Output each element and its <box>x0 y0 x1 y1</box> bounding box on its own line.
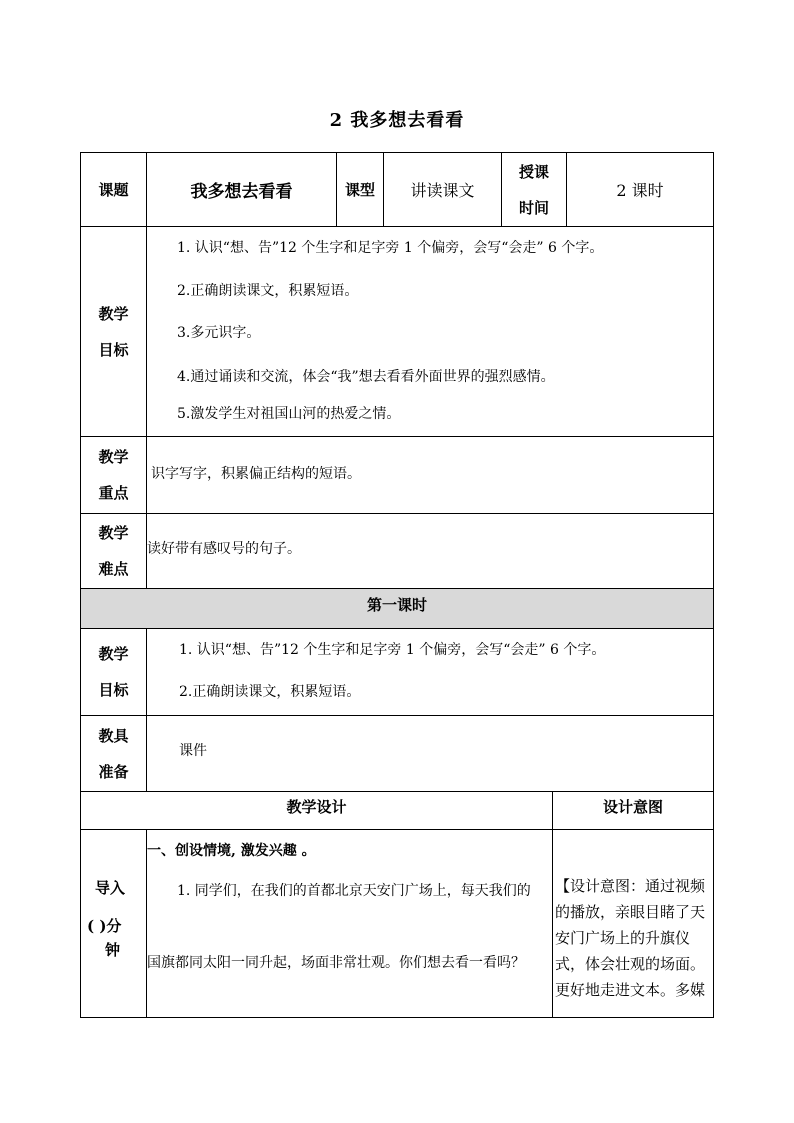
difficulties-content <box>146 513 714 589</box>
design-content <box>146 829 553 1018</box>
tools-value: 课件 <box>179 743 207 759</box>
time-label <box>501 152 567 227</box>
design-para-2: 国旗都同太阳一同升起，场面非常壮观。你们想去看一看吗？ <box>147 955 525 971</box>
goal-item-4: 4.通过诵读和交流，体会“我”想去看看外面世界的强烈感情。 <box>177 369 555 385</box>
section-title: 一、创设情境, 激发兴趣 。 <box>147 843 316 859</box>
intro-label-line3: 钟 <box>105 941 121 959</box>
goals-label-line2: 目标 <box>98 340 129 359</box>
intro-label <box>80 829 147 1018</box>
goals-label <box>80 226 147 437</box>
type-label: 课型 <box>336 152 384 227</box>
page-title: 2 我多想去看看 <box>329 110 465 131</box>
intro-label-line2: ( )分 <box>87 917 122 935</box>
lesson-goals-label-line2: 目标 <box>98 681 129 699</box>
tools-label-line1: 教具 <box>98 726 129 745</box>
lesson-goal-item-1: 1. 认识“想、告”12 个生字和足字旁 1 个偏旁，会写“会走” 6 个字。 <box>179 642 606 658</box>
difficulties-label-line2: 难点 <box>98 560 129 578</box>
time-label-line1: 授课 <box>518 162 549 181</box>
goals-label-line1: 教学 <box>98 304 129 323</box>
goal-item-5: 5.激发学生对祖国山河的热爱之情。 <box>177 406 401 422</box>
goal-item-1: 1. 认识“想、告”12 个生字和足字旁 1 个偏旁，会写“会走” 6 个字。 <box>177 240 604 256</box>
intent-content <box>552 829 714 1018</box>
goals-content <box>146 226 714 437</box>
lesson-goals-label <box>80 628 147 716</box>
first-lesson-heading: 第一课时 <box>80 588 714 629</box>
key-points-content <box>146 436 714 514</box>
design-para-1: 1. 同学们，在我们的首都北京天安门广场上，每天我们的 <box>177 883 531 899</box>
key-points-label-line2: 重点 <box>98 484 129 502</box>
design-heading: 教学设计 <box>80 791 553 830</box>
tools-label <box>80 715 147 792</box>
lesson-goals-label-line1: 教学 <box>98 645 129 663</box>
difficulties-label-line1: 教学 <box>98 524 129 542</box>
topic-value: 我多想去看看 <box>146 152 337 227</box>
topic-label: 课题 <box>80 152 147 227</box>
key-points-label-line1: 教学 <box>98 448 129 466</box>
intro-label-line1: 导入 <box>95 879 126 897</box>
lesson-goals-content <box>146 628 714 716</box>
intent-heading: 设计意图 <box>552 791 714 830</box>
key-points-label <box>80 436 147 514</box>
difficulties-label <box>80 513 147 589</box>
lesson-goal-item-2: 2.正确朗读课文，积累短语。 <box>179 684 361 700</box>
key-points-text: 识字写字，积累偏正结构的短语。 <box>151 466 361 482</box>
tools-content <box>146 715 714 792</box>
time-value: 2 课时 <box>566 152 714 227</box>
goal-item-2: 2.正确朗读课文，积累短语。 <box>177 283 359 299</box>
goal-item-3: 3.多元识字。 <box>177 325 261 341</box>
intent-text: 【设计意图：通过视频的播放，亲眼目睹了天安门广场上的升旗仪式，体会壮观的场面。更好地走进文本。多媒 <box>555 877 706 999</box>
difficulties-text: 读好带有感叹号的句子。 <box>147 541 301 557</box>
type-value: 讲读课文 <box>383 152 502 227</box>
time-label-line2: 时间 <box>518 198 549 217</box>
tools-label-line2: 准备 <box>98 762 129 781</box>
